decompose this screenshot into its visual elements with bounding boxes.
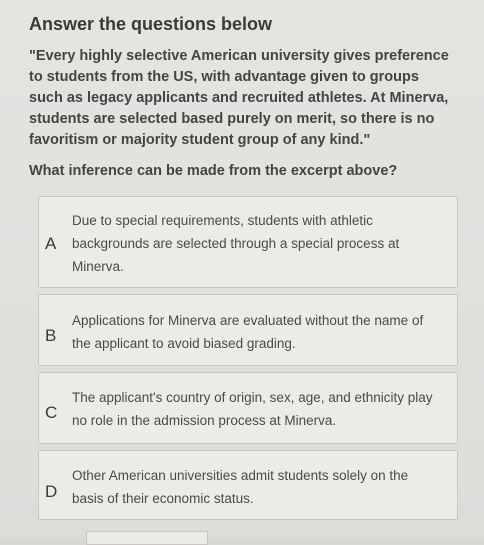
bottom-panel-edge <box>86 531 208 545</box>
answer-option-b[interactable] <box>38 294 458 366</box>
option-text: Due to special requirements, students with athletic backgrounds are selected through a special process at Minerva. <box>72 213 400 274</box>
option-letter: D <box>45 482 58 501</box>
answer-option-c[interactable] <box>38 372 458 444</box>
option-text: Other American universities admit students solely on the basis of their economic status. <box>72 468 409 506</box>
option-letter: A <box>45 234 57 253</box>
option-letter: C <box>45 403 58 422</box>
option-text: The applicant's country of origin, sex, age, and ethnicity play no role in the admission process at Minerva. <box>72 390 433 428</box>
answer-option-a[interactable] <box>38 196 458 288</box>
option-letter: B <box>45 326 57 345</box>
excerpt-text: "Every highly selective American university gives preference to students from the US, with advantage given to groups such as legacy applicants and recruited athletes. At Minerva, students are selected based purely on merit, so there is no favoritism or majority student group of any kind." <box>29 48 449 148</box>
question-text: What inference can be made from the excerpt above? <box>29 163 398 179</box>
page-title: Answer the questions below <box>29 14 273 34</box>
answer-option-d[interactable] <box>38 450 458 520</box>
option-text: Applications for Minerva are evaluated without the name of the applicant to avoid biased grading. <box>72 313 424 351</box>
